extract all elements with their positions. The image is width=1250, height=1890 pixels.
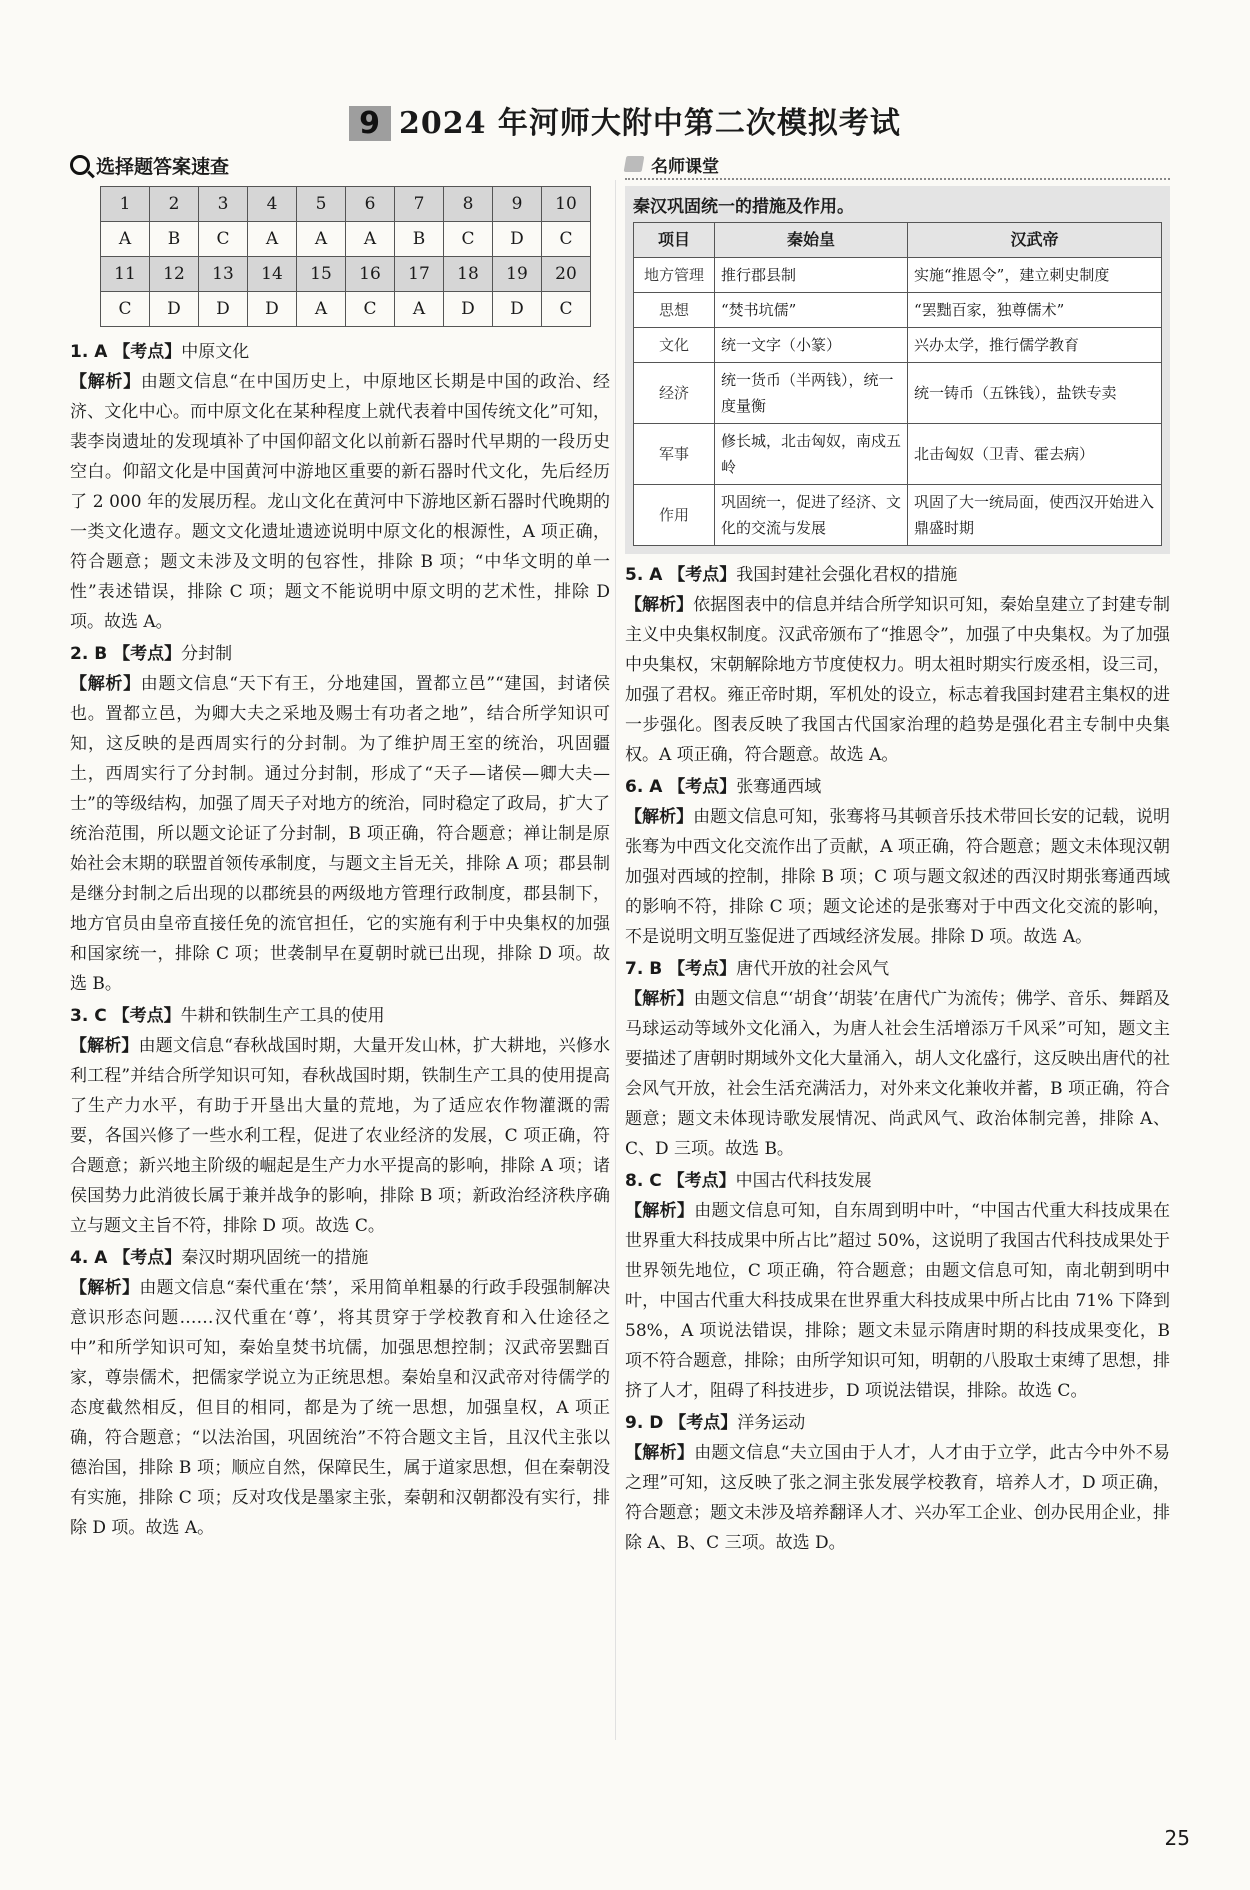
topic-label: 【考点】 <box>669 1413 738 1433</box>
question-item <box>625 560 1170 770</box>
answer-row-letters-2 <box>101 292 591 327</box>
topic-label: 【考点】 <box>113 342 182 362</box>
comparison-cell: 推行郡县制 <box>715 258 908 293</box>
answer-cell: B <box>150 222 199 257</box>
answer-num-cell: 19 <box>493 257 542 292</box>
topic-text: 牛耕和铁制生产工具的使用 <box>180 1006 385 1026</box>
search-icon <box>70 155 90 175</box>
analysis-paragraph <box>625 1196 1170 1406</box>
topic-text: 分封制 <box>181 644 233 664</box>
question-item <box>70 1001 610 1241</box>
question-number: 6. A <box>625 777 663 797</box>
answer-num-cell: 11 <box>101 257 150 292</box>
left-questions <box>70 337 610 1543</box>
answer-row-numbers-1 <box>101 187 591 222</box>
analysis-text: 由题文信息“夫立国由于人才，人才由于立学，此古今中外不易之理”可知，这反映了张之洞主张发展学校教育，培养人才，D 项正确，符合题意；题文未涉及培养翻译人才、兴办军工企业、创办民用企业，排除 A、B、C 三项。故选 D。 <box>625 1443 1170 1553</box>
topic-text: 我国封建社会强化君权的措施 <box>736 565 958 585</box>
answer-cell: C <box>346 292 395 327</box>
answer-num-cell: 18 <box>444 257 493 292</box>
question-number: 3. C <box>70 1006 107 1026</box>
question-number: 5. A <box>625 565 663 585</box>
comparison-header-cell: 项目 <box>634 223 715 258</box>
comparison-row <box>634 293 1162 328</box>
analysis-label: 【解析】 <box>625 595 694 615</box>
question-item <box>625 954 1170 1164</box>
analysis-paragraph <box>625 590 1170 770</box>
comparison-row <box>634 485 1162 546</box>
question-number: 2. B <box>70 644 108 664</box>
question-number: 1. A <box>70 342 108 362</box>
comparison-cell: 实施“推恩令”，建立刺史制度 <box>908 258 1162 293</box>
comparison-row <box>634 328 1162 363</box>
comparison-table <box>633 222 1162 546</box>
question-heading <box>70 1243 610 1273</box>
topic-text: 张骞通西域 <box>736 777 822 797</box>
answer-cell: A <box>346 222 395 257</box>
answer-cell: D <box>444 292 493 327</box>
question-heading <box>70 639 610 669</box>
comparison-row <box>634 258 1162 293</box>
question-heading <box>70 337 610 367</box>
column-divider <box>615 180 616 1740</box>
answer-num-cell: 5 <box>297 187 346 222</box>
answer-num-cell: 13 <box>199 257 248 292</box>
question-item <box>70 639 610 999</box>
answer-num-cell: 6 <box>346 187 395 222</box>
question-number: 8. C <box>625 1171 662 1191</box>
comparison-header-row <box>634 223 1162 258</box>
analysis-text: 由题文信息“天下有王，分地建国，置都立邑”“建国，封诸侯也。置都立邑，为卿大夫之采地及赐士有功者之地”，结合所学知识可知，这反映的是西周实行的分封制。为了维护周王室的统治，巩固疆土，西周实行了分封制。通过分封制，形成了“天子—诸侯—卿大夫—士”的等级结构，加强了周天子对地方的统治，同时稳定了政局，扩大了统治范围，所以题文论证了分封制，B 项正确，符合题意；禅让制是原始社会末期的联盟首领传承制度，与题文主旨无关，排除 A 项；郡县制是继分封制之后出现的以郡统县的两级地方管理行政制度，郡县制下，地方官员由皇帝直接任免的流官担任，它的实施有利于中央集权的加强和国家统一，排除 C 项；世袭制早在夏朝时就已出现，排除 D 项。故选 B。 <box>70 674 611 994</box>
question-item <box>70 337 610 637</box>
question-number: 4. A <box>70 1248 108 1268</box>
comparison-row-label: 思想 <box>634 293 715 328</box>
topic-label: 【考点】 <box>113 1248 182 1268</box>
comparison-cell: 统一铸币（五铢钱），盐铁专卖 <box>908 363 1162 424</box>
analysis-text: 由题文信息“秦代重在‘禁’，采用简单粗暴的行政手段强制解决意识形态问题……汉代重在‘尊’，将其贯穿于学校教育和入仕途径之中”和所学知识可知，秦始皇焚书坑儒，加强思想控制；汉武帝罢黜百家，尊崇儒术，把儒家学说立为正统思想。秦始皇和汉武帝对待儒学的态度截然相反，但目的相同，都是为了统一思想，加强皇权，A 项正确，符合题意；“以法治国，巩固统治”不符合题文主旨，且汉代主张以德治国，排除 B 项；顺应自然，保障民生，属于道家思想，但在秦朝没有实施，排除 C 项；反对攻伐是墨家主张，秦朝和汉朝都没有实行，排除 D 项。故选 A。 <box>70 1278 610 1538</box>
analysis-text: 由题文信息可知，张骞将马其顿音乐技术带回长安的记载，说明张骞为中西文化交流作出了贡献，A 项正确，符合题意；题文未体现汉朝加强对西域的控制，排除 B 项；C 项与题文叙述的西汉时期张骞通西域的影响不符，排除 C 项；题文论述的是张骞对于中西文化交流的影响，不是说明文明互鉴促进了西域经济发展。排除 D 项。故选 A。 <box>625 807 1171 947</box>
answer-cell: A <box>248 222 297 257</box>
analysis-label: 【解析】 <box>70 372 141 392</box>
right-questions <box>625 560 1170 1558</box>
teacher-box-title: 秦汉巩固统一的措施及作用。 <box>633 197 854 217</box>
comparison-cell: 兴办太学，推行儒学教育 <box>908 328 1162 363</box>
question-heading <box>70 1001 610 1031</box>
question-number: 7. B <box>625 959 663 979</box>
answer-num-cell: 14 <box>248 257 297 292</box>
comparison-header-cell: 秦始皇 <box>715 223 908 258</box>
comparison-cell: 北击匈奴（卫青、霍去病） <box>908 424 1162 485</box>
right-column <box>625 150 1170 1558</box>
comparison-row-label: 文化 <box>634 328 715 363</box>
analysis-paragraph <box>70 669 610 999</box>
analysis-label: 【解析】 <box>625 807 694 827</box>
answer-cell: C <box>199 222 248 257</box>
question-heading <box>625 560 1170 590</box>
answer-cell: A <box>395 292 444 327</box>
answer-num-cell: 12 <box>150 257 199 292</box>
answer-num-cell: 1 <box>101 187 150 222</box>
analysis-label: 【解析】 <box>625 1443 695 1463</box>
answer-key-heading <box>70 150 610 180</box>
answer-num-cell: 4 <box>248 187 297 222</box>
answer-cell: C <box>542 292 591 327</box>
answer-cell: D <box>199 292 248 327</box>
answer-key-table <box>100 186 591 327</box>
comparison-row-label: 军事 <box>634 424 715 485</box>
analysis-label: 【解析】 <box>625 989 694 1009</box>
comparison-cell: “罢黜百家，独尊儒术” <box>908 293 1162 328</box>
comparison-row <box>634 363 1162 424</box>
book-icon <box>624 156 645 172</box>
analysis-label: 【解析】 <box>70 1278 140 1298</box>
exam-number-badge: 9 <box>349 106 391 141</box>
answer-cell: D <box>493 292 542 327</box>
answer-row-numbers-2 <box>101 257 591 292</box>
answer-cell: C <box>542 222 591 257</box>
question-heading <box>625 772 1170 802</box>
analysis-text: 依据图表中的信息并结合所学知识可知，秦始皇建立了封建专制主义中央集权制度。汉武帝颁布了“推恩令”，加强了中央集权。为了加强中央集权，宋朝解除地方节度使权力。明太祖时期实行废丞相，设三司，加强了君权。雍正帝时期，军机处的设立，标志着我国封建君主集权的进一步强化。图表反映了我国古代国家治理的趋势是强化君主专制中央集权。A 项正确，符合题意。故选 A。 <box>625 595 1171 765</box>
comparison-row-label: 经济 <box>634 363 715 424</box>
answer-num-cell: 17 <box>395 257 444 292</box>
answer-cell: D <box>493 222 542 257</box>
comparison-row-label: 地方管理 <box>634 258 715 293</box>
topic-text: 唐代开放的社会风气 <box>736 959 890 979</box>
topic-label: 【考点】 <box>112 1006 181 1026</box>
analysis-text: 由题文信息“‘胡食’‘胡装’在唐代广为流传；佛学、音乐、舞蹈及马球运动等域外文化涌入，为唐人社会生活增添万千风采”可知，题文主要描述了唐朝时期域外文化大量涌入，胡人文化盛行，这反映出唐代的社会风气开放，社会生活充满活力，对外来文化兼收并蓄，B 项正确，符合题意；题文未体现诗歌发展情况、尚武风气、政治体制完善，排除 A、C、D 三项。故选 B。 <box>625 989 1171 1159</box>
answer-cell: D <box>248 292 297 327</box>
comparison-row <box>634 424 1162 485</box>
analysis-paragraph <box>625 984 1170 1164</box>
answer-cell: B <box>395 222 444 257</box>
answer-cell: C <box>101 292 150 327</box>
question-item <box>625 1166 1170 1406</box>
answer-cell: D <box>150 292 199 327</box>
analysis-label: 【解析】 <box>70 674 141 694</box>
answer-num-cell: 7 <box>395 187 444 222</box>
comparison-cell: “焚书坑儒” <box>715 293 908 328</box>
question-item <box>625 772 1170 952</box>
analysis-text: 由题文信息可知，自东周到明中叶，“中国古代重大科技成果在世界重大科技成果中所占比”超过 50%，这说明了我国古代科技成果处于世界领先地位，C 项正确，符合题意；由题文信息可知，南北朝到明中叶，中国古代重大科技成果在世界重大科技成果中所占比由 71% 下降到 58%，A 项说法错误，排除；题文未显示隋唐时期的科技成果变化，B 项不符合题意，排除；由所学知识可知，明朝的八股取士束缚了思想，排挤了人才，阻碍了科技进步，D 项说法错误，排除。故选 C。 <box>625 1201 1170 1401</box>
answer-num-cell: 2 <box>150 187 199 222</box>
teacher-class-box <box>625 186 1170 554</box>
analysis-label: 【解析】 <box>625 1201 695 1221</box>
answer-cell: A <box>101 222 150 257</box>
answer-cell: A <box>297 292 346 327</box>
analysis-text: 由题文信息“春秋战国时期，大量开发山林，扩大耕地，兴修水利工程”并结合所学知识可知，春秋战国时期，铁制生产工具的使用提高了生产力水平，有助于开垦出大量的荒地，为了适应农作物灌溉的需要，各国兴修了一些水利工程，促进了农业经济的发展，C 项正确，符合题意；新兴地主阶级的崛起是生产力水平提高的影响，排除 A 项；诸侯国势力此消彼长属于兼并战争的影响，排除 B 项；新政治经济秩序确立与题文主旨不符，排除 D 项。故选 C。 <box>70 1036 610 1236</box>
question-heading <box>625 1408 1170 1438</box>
analysis-paragraph <box>625 1438 1170 1558</box>
teacher-class-heading <box>625 150 1170 180</box>
answer-cell: A <box>297 222 346 257</box>
comparison-row-label: 作用 <box>634 485 715 546</box>
analysis-text: 由题文信息“在中国历史上，中原地区长期是中国的政治、经济、文化中心。而中原文化在某种程度上就代表着中国传统文化”可知，裴李岗遗址的发现填补了中国仰韶文化以前新石器时代早期的一段历史空白。仰韶文化是中国黄河中游地区重要的新石器时代文化，先后经历了 2 000 年的发展历程。龙山文化在黄河中下游地区新石器时代晚期的一类文化遗存。题文文化遗址遗迹说明中原文化的根源性，A 项正确，符合题意；题文未涉及文明的包容性，排除 B 项；“中华文明的单一性”表述错误，排除 C 项；题文不能说明中原文明的艺术性，排除 D 项。故选 A。 <box>70 372 610 632</box>
question-item <box>70 1243 610 1543</box>
topic-label: 【考点】 <box>113 644 182 664</box>
answer-cell: C <box>444 222 493 257</box>
topic-label: 【考点】 <box>668 959 737 979</box>
analysis-label: 【解析】 <box>70 1036 139 1056</box>
analysis-paragraph <box>70 1273 610 1543</box>
topic-text: 秦汉时期巩固统一的措施 <box>181 1248 369 1268</box>
answer-num-cell: 10 <box>542 187 591 222</box>
topic-label: 【考点】 <box>668 565 737 585</box>
topic-text: 洋务运动 <box>737 1413 806 1433</box>
answer-num-cell: 15 <box>297 257 346 292</box>
comparison-cell: 修长城，北击匈奴，南戍五岭 <box>715 424 908 485</box>
page-number: 25 <box>1164 1826 1190 1850</box>
comparison-cell: 统一文字（小篆） <box>715 328 908 363</box>
answer-num-cell: 16 <box>346 257 395 292</box>
question-heading <box>625 954 1170 984</box>
question-number: 9. D <box>625 1413 664 1433</box>
topic-text: 中原文化 <box>181 342 250 362</box>
answer-num-cell: 3 <box>199 187 248 222</box>
teacher-class-heading-text: 名师课堂 <box>651 156 719 177</box>
comparison-cell: 统一货币（半两钱），统一度量衡 <box>715 363 908 424</box>
topic-label: 【考点】 <box>667 1171 736 1191</box>
left-column <box>70 150 610 1543</box>
analysis-paragraph <box>625 802 1170 952</box>
answer-num-cell: 20 <box>542 257 591 292</box>
question-heading <box>625 1166 1170 1196</box>
answer-row-letters-1 <box>101 222 591 257</box>
question-item <box>625 1408 1170 1558</box>
page-title <box>0 98 1250 142</box>
answer-key-heading-text: 选择题答案速查 <box>96 155 230 178</box>
exam-title-text: 2024 年河师大附中第二次模拟考试 <box>398 106 901 141</box>
analysis-paragraph <box>70 367 610 637</box>
topic-text: 中国古代科技发展 <box>735 1171 872 1191</box>
answer-num-cell: 9 <box>493 187 542 222</box>
comparison-header-cell: 汉武帝 <box>908 223 1162 258</box>
comparison-table-body <box>634 258 1162 546</box>
answer-num-cell: 8 <box>444 187 493 222</box>
comparison-cell: 巩固统一，促进了经济、文化的交流与发展 <box>715 485 908 546</box>
analysis-paragraph <box>70 1031 610 1241</box>
topic-label: 【考点】 <box>668 777 737 797</box>
comparison-cell: 巩固了大一统局面，使西汉开始进入鼎盛时期 <box>908 485 1162 546</box>
